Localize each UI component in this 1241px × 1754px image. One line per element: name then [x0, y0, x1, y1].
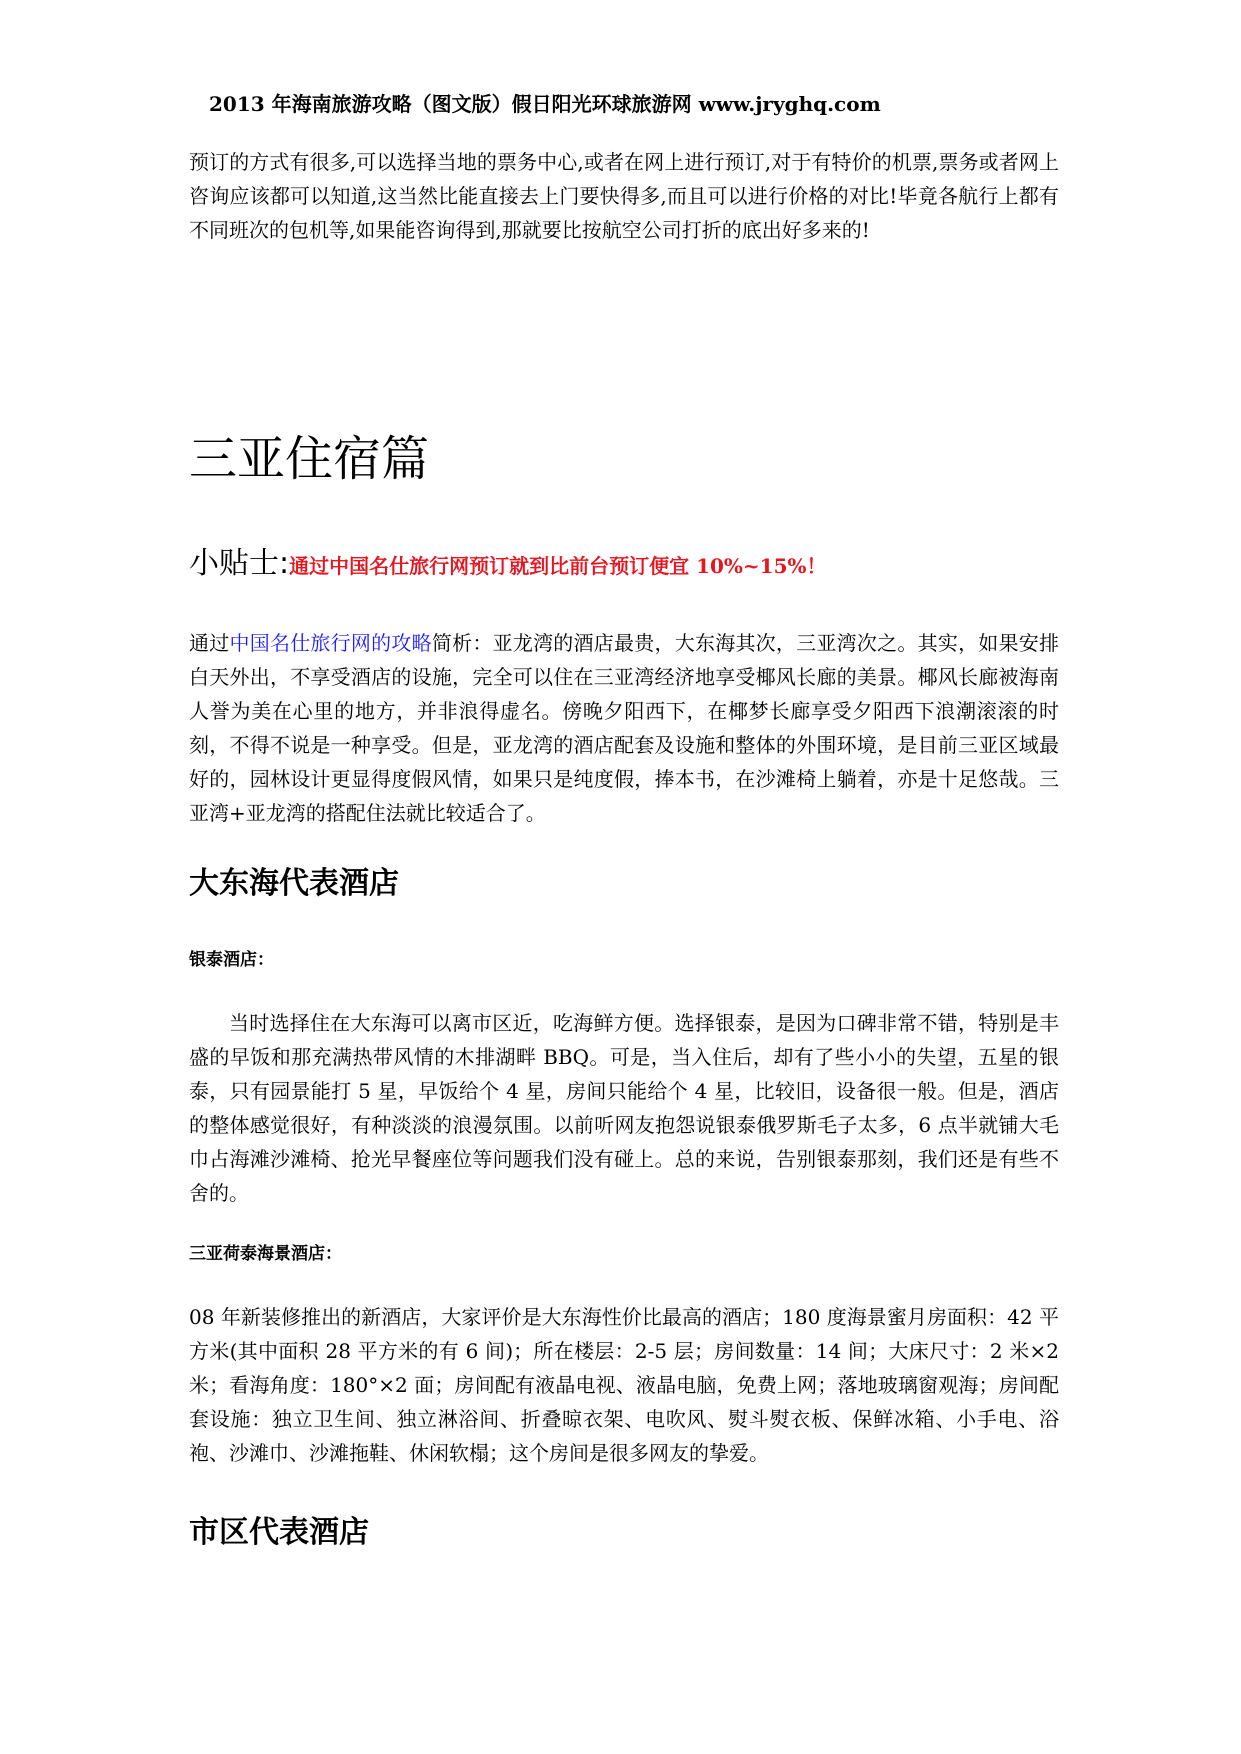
city-heading: 市区代表酒店 [189, 1515, 369, 1550]
hetai-hotel-paragraph [189, 1300, 1059, 1470]
dadonghai-heading: 大东海代表酒店 [189, 866, 399, 901]
travel-guide-link[interactable]: 中国名仕旅行网的攻略 [229, 631, 432, 655]
yintai-hotel-text: 当时选择住在大东海可以离市区近，吃海鲜方便。选择银泰，是因为口碑非常不错，特别是丰盛的早饭和那充满热带风情的木排湖畔 BBQ。可是，当入住后，却有了些小小的失望，五星的银泰，只有园景能打 5 星，早饭给个 4 星，房间只能给个 4 星，比较旧，设备很一般。但是，酒店的整体感觉很好，有种淡淡的浪漫氛围。以前听网友抱怨说银泰俄罗斯毛子太多，6 点半就铺大毛巾占海滩沙滩椅、抢光早餐座位等问题我们没有碰上。总的来说，告别银泰那刻，我们还是有些不舍的。 [189, 1011, 1059, 1205]
tip-label: 小贴士 [189, 546, 279, 581]
intro-text: 预订的方式有很多,可以选择当地的票务中心,或者在网上进行预订,对于有特价的机票,票务或者网上咨询应该都可以知道,这当然比能直接去上门要快得多,而且可以进行价格的对比!毕竟各航行上都有不同班次的包机等,如果能咨询得到,那就要比按航空公司打折的底出好多来的! [189, 150, 1059, 242]
page-header: 2013 年海南旅游攻略（图文版）假日阳光环球旅游网 www.jryghq.com [209, 92, 881, 116]
yintai-hotel-heading: 银泰酒店： [189, 950, 274, 970]
hetai-hotel-text: 08 年新装修推出的新酒店，大家评价是大东海性价比最高的酒店；180 度海景蜜月房面积：42 平方米(其中面积 28 平方米的有 6 间)；所在楼层：2-5 层；房间数量：14 间；大床尺寸：2 米×2 米；看海角度：180°×2 面；房间配有液晶电视、液晶电脑，免费上网；落地玻璃窗观海；房间配套设施：独立卫生间、独立淋浴间、折叠晾衣架、电吹风、熨斗熨衣板、保鲜冰箱、小手电、浴袍、沙滩巾、沙滩拖鞋、休闲软榻；这个房间是很多网友的挚爱。 [189, 1305, 1059, 1465]
tip-colon: : [279, 546, 290, 581]
overview-paragraph [189, 626, 1059, 830]
section-title: 三亚住宿篇 [189, 431, 430, 487]
overview-prefix: 通过 [189, 631, 230, 655]
tip-line [189, 538, 827, 582]
intro-paragraph [189, 145, 1059, 247]
tip-highlight: 通过中国名仕旅行网预订就到比前台预订便宜 10%~15%！ [289, 554, 827, 578]
overview-body: 简析：亚龙湾的酒店最贵，大东海其次，三亚湾次之。其实，如果安排白天外出，不享受酒店的设施，完全可以住在三亚湾经济地享受椰风长廊的美景。椰风长廊被海南人誉为美在心里的地方，并非浪得虚名。傍晚夕阳西下，在椰梦长廊享受夕阳西下浪潮滚滚的时刻，不得不说是一种享受。但是，亚龙湾的酒店配套及设施和整体的外围环境，是目前三亚区域最好的，园林设计更显得度假风情，如果只是纯度假，捧本书，在沙滩椅上躺着，亦是十足悠哉。三亚湾+亚龙湾的搭配住法就比较适合了。 [189, 631, 1060, 825]
hetai-hotel-heading: 三亚荷泰海景酒店： [189, 1244, 342, 1264]
yintai-hotel-paragraph [189, 1006, 1059, 1210]
